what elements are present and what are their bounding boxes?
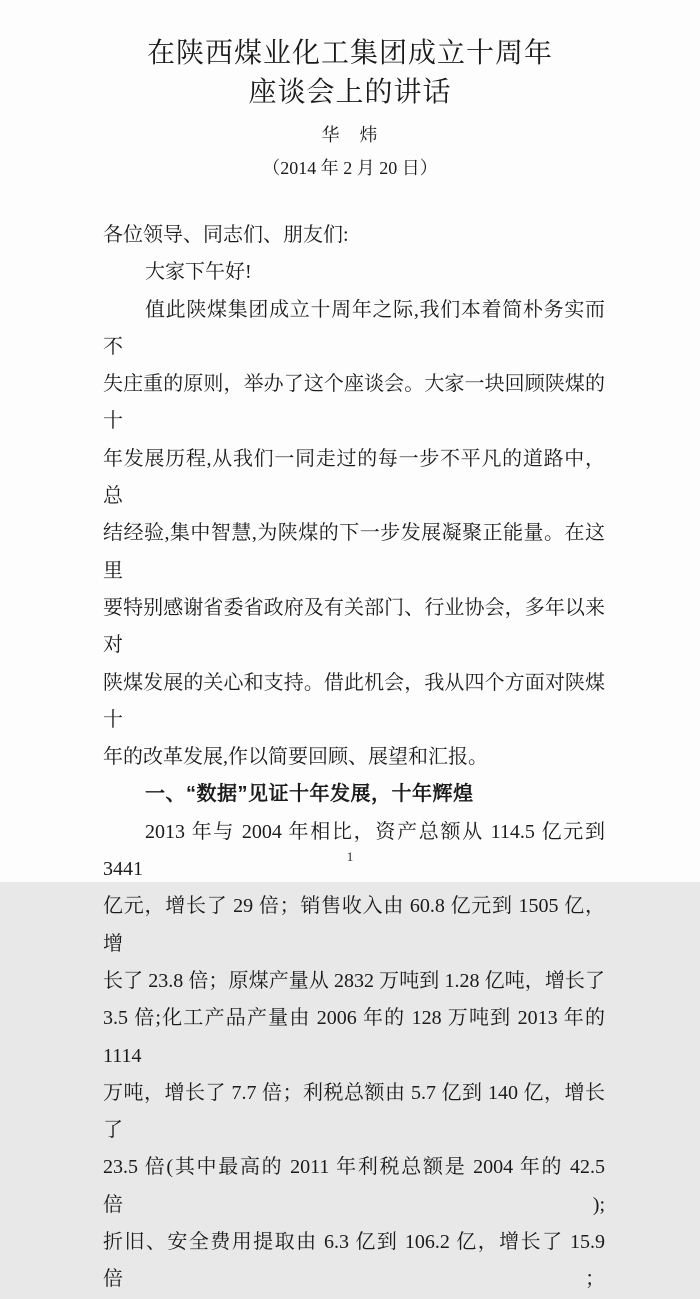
document-body [0, 217, 700, 1299]
text-line: 年发展历程,从我们一同走过的每一步不平凡的道路中，总 [103, 447, 605, 508]
text-line: 万吨，增长了 7.7 倍；利税总额由 5.7 亿到 140 亿，增长了 [103, 1081, 605, 1142]
title-line-2: 座谈会上的讲话 [248, 77, 452, 108]
date-line: （2014 年 2 月 20 日） [262, 158, 438, 178]
salutation-line: 各位领导、同志们、朋友们: [103, 224, 349, 246]
author: 华 炜 [321, 125, 379, 145]
text-line: 要特别感谢省委省政府及有关部门、行业协会，多年以来对 [103, 596, 605, 657]
text-line: 折旧、安全费用提取由 6.3 亿到 106.2 亿，增长了 15.9 倍； [103, 1231, 605, 1291]
title-line-1: 在陕西煤业化工集团成立十周年 [146, 38, 553, 69]
text-line: 23.5 倍(其中最高的 2011 年利税总额是 2004 年的 42.5 倍); [103, 1156, 605, 1216]
text-line: 2013 年与 2004 年相比，资产总额从 114.5 亿元到 3441 [103, 820, 605, 881]
text-line: 年的改革发展,作以简要回顾、展望和汇报。 [103, 746, 488, 769]
section-heading: 一、“数据”见证十年发展，十年辉煌 [145, 783, 474, 806]
document-title [0, 0, 700, 112]
text-line: 亿元，增长了 29 倍；销售收入由 60.8 亿元到 1505 亿，增 [103, 895, 605, 955]
text-line: 陕煤发展的关心和支持。借此机会，我从四个方面对陕煤十 [103, 671, 605, 731]
text-line: 3.5 倍;化工产品产量由 2006 年的 128 万吨到 2013 年的 1114 [103, 1007, 605, 1067]
text-line: 值此陕煤集团成立十周年之际,我们本着简朴务实而不 [103, 298, 605, 358]
page-number: 1 [346, 849, 354, 864]
text-line: 失庄重的原则，举办了这个座谈会。大家一块回顾陕煤的十 [103, 373, 605, 433]
text-line: 大家下午好! [145, 261, 252, 284]
text-line: 结经验,集中智慧,为陕煤的下一步发展凝聚正能量。在这里 [103, 522, 605, 582]
text-line: 长了 23.8 倍；原煤产量从 2832 万吨到 1.28 亿吨，增长了 [103, 969, 605, 992]
